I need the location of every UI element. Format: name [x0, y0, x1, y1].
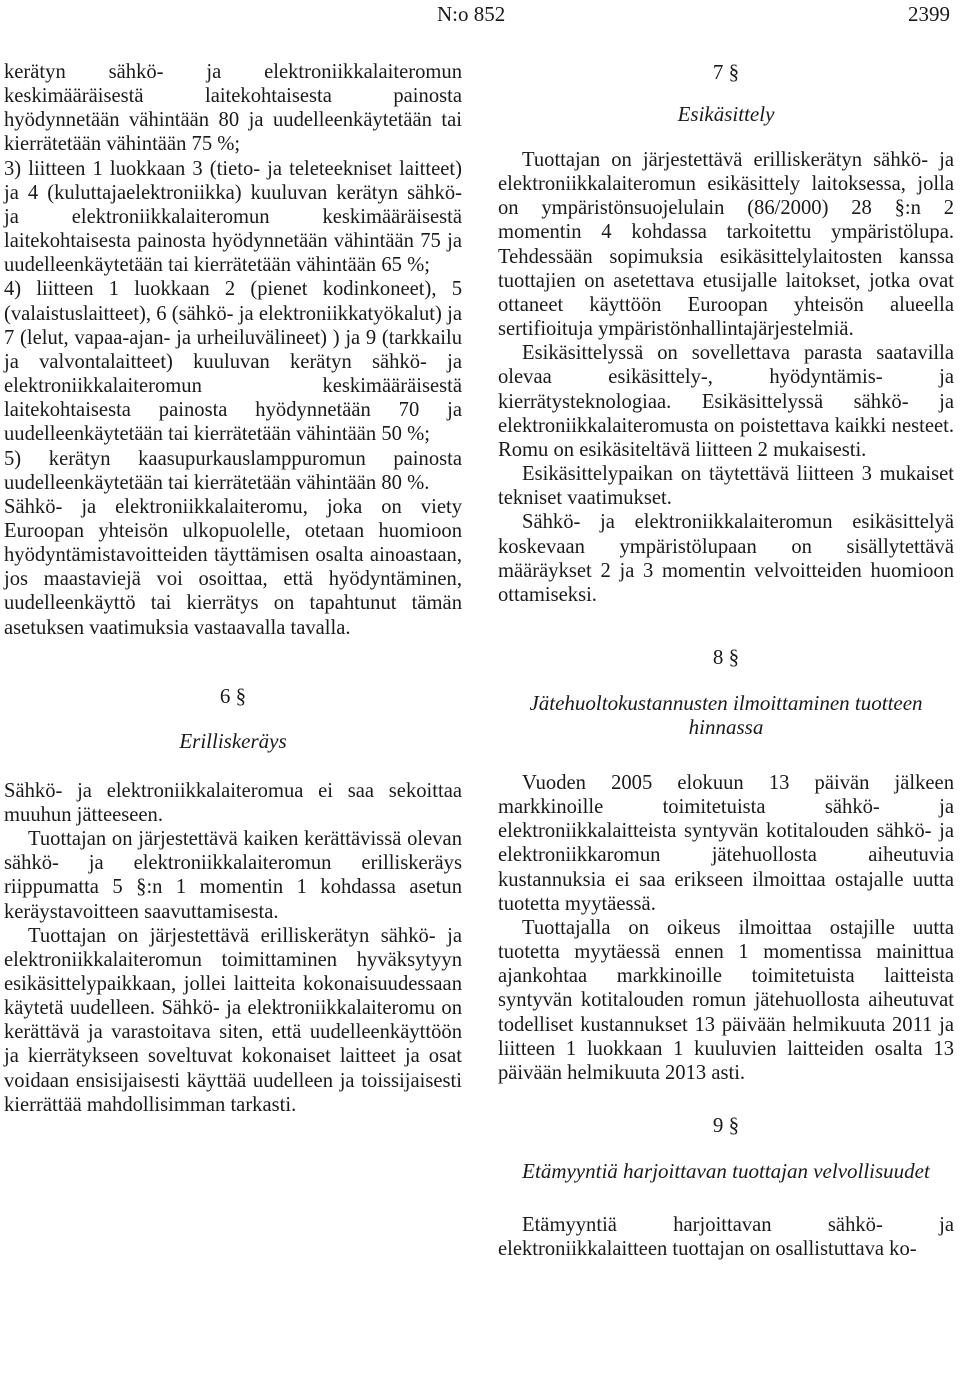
section-title: Esikäsittely — [677, 102, 775, 126]
paragraph: Tuottajan on järjestettävä kaiken kerättävissä olevan sähkö- ja elektroniikkalaiteromun erilliskeräys riippumatta 5 §:n 1 momentin 1 kohdassa asetun keräystavoitteen saavuttamisesta. — [4, 828, 462, 923]
left-column — [4, 60, 462, 1117]
paragraph: Sähkö- ja elektroniikkalaiteromua ei saa sekoittaa muuhun jätteeseen. — [4, 779, 462, 826]
paragraph: Esikäsittelyssä on sovellettava parasta saatavilla olevaa esikäsittely-, hyödyntämis- ja kierrätysteknologiaa. Esikäsittelyssä sähkö- ja elektroniikkalaiteromusta on poistettava kaikki nesteet. Romu on esikäsiteltävä liitteen 2 mukaisesti. — [498, 342, 954, 461]
paragraph: 4) liitteen 1 luokkaan 2 (pienet kodinkoneet), 5 (valaistuslaitteet), 6 (sähkö- ja elektroniikkatyökalut) ja 7 (lelut, vapaa-ajan- ja urheiluvälineet) ) ja 9 (tarkkailu ja valvontalaitteet) kuuluvan kerätyn sähkö- ja elektroniikkalaiteromun keskimääräisestä laitekohtaisesta painosta hyödynnetään 70 ja uudelleenkäytetään tai kierrätetään vähintään 50 %; — [4, 278, 462, 446]
paragraph: Sähkö- ja elektroniikkalaiteromun esikäsittelyä koskevaan ympäristölupaan on sisällytettävä määräykset 2 ja 3 momentin velvoitteiden huomioon ottamiseksi. — [498, 511, 954, 606]
page-number: 2399 — [908, 2, 950, 26]
section-number: 9 § — [712, 1113, 740, 1137]
page-header — [0, 0, 960, 30]
section-number: 7 § — [712, 60, 740, 84]
paragraph: Sähkö- ja elektroniikkalaiteromu, joka on viety Euroopan yhteisön ulkopuolelle, otetaan huomioon hyödyntämistavoitteiden täyttämisen osalta ainoastaan, jos maastaviejä voi osoittaa, että hyödyntäminen, uudelleenkäyttö tai kierrätys on tapahtunut tämän asetuksen vaatimuksia vastaavalla tavalla. — [4, 495, 462, 639]
paragraph: 5) kerätyn kaasupurkauslamppuromun painosta uudelleenkäytetään tai kierrätetään vähintään 80 %. — [4, 447, 462, 494]
paragraph: Tuottajan on järjestettävä erilliskerätyn sähkö- ja elektroniikkalaiteromun toimittaminen hyväksytyyn esikäsittelypaikkaan, jollei laitteita kokonaisuudessaan käytetä uudelleen. Sähkö- ja elektroniikkalaiteromu on kerättävä ja varastoitava siten, että uudelleenkäyttöön ja kierrätykseen soveltuvat kokonaiset laitteet ja osat voidaan ensisijaisesti käyttää uudelleen ja toissijaisesti kierrättää mahdollisimman tarkasti. — [4, 924, 462, 1116]
paragraph: Vuoden 2005 elokuun 13 päivän jälkeen markkinoille toimitetuista sähkö- ja elektroniikkalaitteista syntyvän kotitalouden sähkö- ja elektroniikkaromun jätehuollosta aiheutuvia kustannuksia ei saa erikseen ilmoittaa ostajalle uutta tuotetta myytäessä. — [498, 771, 954, 915]
section-number: 8 § — [712, 644, 740, 669]
section-title: Etämyyntiä harjoittavan tuottajan velvollisuudet — [522, 1159, 930, 1183]
paragraph: Tuottajan on järjestettävä erilliskerätyn sähkö- ja elektroniikkalaiteromun esikäsittely laitoksessa, jolla on ympäristönsuojelulain (86/2000) 28 §:n 2 momentin 4 kohdassa tarkoitettu ympäristölupa. Tehdessään sopimuksia esikäsittelylaitosten kanssa tuottajien on asetettava etusijalle laitokset, jotka ovat ottaneet käyttöön Euroopan yhteisön alueella sertifioituja ympäristönhallintajärjestelmiä. — [498, 149, 954, 341]
paragraph: kerätyn sähkö- ja elektroniikkalaiteromun keskimääräisestä laitekohtaisesta painosta hyödynnetään vähintään 80 ja uudelleenkäytetään tai kierrätetään vähintään 75 %; — [4, 61, 462, 156]
right-column — [498, 60, 954, 1261]
paragraph: 3) liitteen 1 luokkaan 3 (tieto- ja teleteekniset laitteet) ja 4 (kuluttajaelektroniikka) kuuluvan kerätyn sähkö- ja elektroniikkalaiteromun keskimääräisestä laitekohtaisesta painosta hyödynnetään vähintään 75 ja uudelleenkäytetään tai kierrätetään vähintään 65 %; — [4, 157, 462, 277]
paragraph: Esikäsittelypaikan on täytettävä liitteen 3 mukaiset tekniset vaatimukset. — [498, 463, 954, 510]
paragraph: Tuottajalla on oikeus ilmoittaa ostajille uutta tuotetta myytäessä ennen 1 momentissa mainittua ajankohtaa markkinoille toimitetuista laitteista syntyvän kotitalouden romun jätehuollosta aiheutuvat todelliset kustannukset 13 päivään helmikuuta 2011 ja liitteen 1 luokkaan 1 kuuluvien laitteiden osalta 13 päivään helmikuuta 2013 asti. — [498, 916, 954, 1084]
section-number: 6 § — [219, 683, 247, 708]
section-title: Erilliskeräys — [179, 728, 287, 753]
issue-number: N:o 852 — [437, 2, 506, 26]
section-title: Jätehuoltokustannusten ilmoittaminen tuotteen hinnassa — [529, 690, 923, 739]
paragraph: Etämyyntiä harjoittavan sähkö- ja elektroniikkalaitteen tuottajan on osallistuttava ko- — [498, 1214, 954, 1261]
